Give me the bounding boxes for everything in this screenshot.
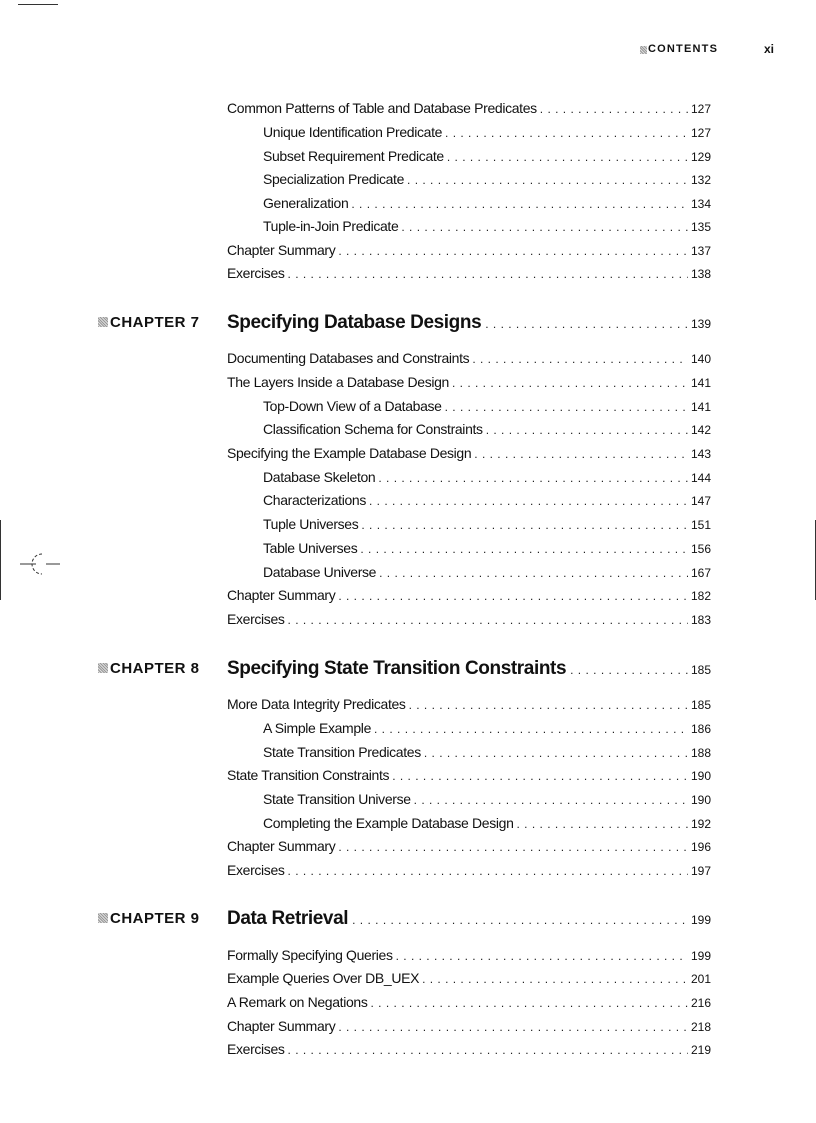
toc-entry-title: The Layers Inside a Database Design xyxy=(227,374,449,390)
toc-entry[interactable] xyxy=(227,945,711,965)
dot-leader xyxy=(452,373,688,393)
running-header-section: CONTENTS xyxy=(648,43,719,55)
toc-entry[interactable] xyxy=(263,467,711,487)
dot-leader xyxy=(361,515,688,535)
toc-entry[interactable] xyxy=(227,968,711,988)
chapter-page: 185 xyxy=(690,663,711,677)
toc-entry-page: 190 xyxy=(690,769,711,783)
dot-leader xyxy=(422,969,688,989)
dot-leader xyxy=(288,1040,688,1060)
toc-entry[interactable] xyxy=(263,742,711,762)
toc-entry-page: 143 xyxy=(690,447,711,461)
toc-entry[interactable] xyxy=(263,193,711,213)
dot-leader xyxy=(392,766,688,786)
toc-entry-title: Database Skeleton xyxy=(263,469,376,485)
chapter-ornament-icon xyxy=(98,663,108,673)
toc-entry-title: A Simple Example xyxy=(263,720,372,736)
toc-entry-page: 183 xyxy=(690,613,711,627)
dot-leader xyxy=(407,170,688,190)
toc-entry-title: Exercises xyxy=(227,1041,285,1057)
toc-entry-page: 167 xyxy=(690,566,711,580)
dot-leader xyxy=(288,610,688,630)
chapter-heading[interactable] xyxy=(227,656,711,682)
toc-entry[interactable] xyxy=(263,490,711,510)
toc-entry-title: Exercises xyxy=(227,862,285,878)
toc-entry-page: 188 xyxy=(690,746,711,760)
dot-leader xyxy=(351,194,688,214)
dot-leader xyxy=(414,790,688,810)
toc-entry[interactable] xyxy=(227,348,711,368)
toc-entry-title: A Remark on Negations xyxy=(227,994,368,1010)
toc-entry-page: 182 xyxy=(690,589,711,603)
toc-entry-page: 134 xyxy=(690,197,711,211)
toc-entry-page: 142 xyxy=(690,423,711,437)
toc-entry[interactable] xyxy=(263,122,711,142)
toc-entry-title: Exercises xyxy=(227,265,285,281)
toc-entry-title: State Transition Predicates xyxy=(263,744,421,760)
toc-entry-title: State Transition Constraints xyxy=(227,767,390,783)
running-header xyxy=(640,43,774,59)
toc-entry-title: Characterizations xyxy=(263,492,366,508)
chapter-page: 199 xyxy=(690,913,711,927)
toc-entry-title: Generalization xyxy=(263,195,349,211)
toc-entry-title: Chapter Summary xyxy=(227,587,336,603)
dot-leader xyxy=(288,861,688,881)
toc-entry-page: 190 xyxy=(690,793,711,807)
toc-entry-title: Tuple Universes xyxy=(263,516,359,532)
toc-entry-title: Documenting Databases and Constraints xyxy=(227,350,470,366)
dot-leader xyxy=(485,311,688,337)
toc-entry[interactable] xyxy=(227,694,711,714)
toc-entry-title: Chapter Summary xyxy=(227,1018,336,1034)
toc-entry-title: Unique Identification Predicate xyxy=(263,124,443,140)
dot-leader xyxy=(474,444,688,464)
toc-entry[interactable] xyxy=(227,98,711,118)
toc-entry[interactable] xyxy=(227,1016,711,1036)
toc-entry-title: Specialization Predicate xyxy=(263,171,405,187)
toc-entry-title: Top-Down View of a Database xyxy=(263,398,442,414)
toc-entry-title: Example Queries Over DB_UEX xyxy=(227,970,420,986)
toc-entry[interactable] xyxy=(227,860,711,880)
toc-entry-title: Table Universes xyxy=(263,540,358,556)
dot-leader xyxy=(338,1017,688,1037)
toc-entry[interactable] xyxy=(227,992,711,1012)
toc-entry-page: 197 xyxy=(690,864,711,878)
toc-entry-page: 201 xyxy=(690,972,711,986)
toc-entry[interactable] xyxy=(227,443,711,463)
dot-leader xyxy=(338,586,688,606)
crop-mark-top xyxy=(18,4,58,5)
toc-entry-page: 156 xyxy=(690,542,711,556)
toc-entry-page: 140 xyxy=(690,352,711,366)
toc-entry-page: 216 xyxy=(690,996,711,1010)
toc-entry-title: Chapter Summary xyxy=(227,242,336,258)
toc-entry[interactable] xyxy=(263,562,711,582)
toc-entry[interactable] xyxy=(227,836,711,856)
chapter-page: 139 xyxy=(690,317,711,331)
toc-entry[interactable] xyxy=(263,789,711,809)
dot-leader xyxy=(486,420,688,440)
toc-entry[interactable] xyxy=(227,372,711,392)
dot-leader xyxy=(540,99,688,119)
dot-leader xyxy=(472,349,688,369)
chapter-label: CHAPTER 8 xyxy=(98,658,200,680)
chapter-ornament-icon xyxy=(98,317,108,327)
toc-entry-title: Chapter Summary xyxy=(227,838,336,854)
toc-entry-page: 196 xyxy=(690,840,711,854)
toc-entry[interactable] xyxy=(263,538,711,558)
dot-leader xyxy=(378,468,688,488)
toc-entry[interactable] xyxy=(263,514,711,534)
toc-entry-title: Tuple-in-Join Predicate xyxy=(263,218,399,234)
dot-leader xyxy=(570,657,688,683)
toc-entry-page: 218 xyxy=(690,1020,711,1034)
header-ornament-icon xyxy=(640,46,647,54)
toc-entry-title: State Transition Universe xyxy=(263,791,411,807)
toc-entry[interactable] xyxy=(227,240,711,260)
toc-entry[interactable] xyxy=(263,718,711,738)
toc-entry-page: 135 xyxy=(690,220,711,234)
toc-entry-title: Specifying the Example Database Design xyxy=(227,445,472,461)
toc-entry[interactable] xyxy=(227,609,711,629)
toc-entry-title: Subset Requirement Predicate xyxy=(263,148,444,164)
chapter-title: Data Retrieval xyxy=(227,908,349,929)
dot-leader xyxy=(409,695,688,715)
toc-entry-page: 219 xyxy=(690,1043,711,1057)
toc-entry[interactable] xyxy=(263,419,711,439)
dot-leader xyxy=(369,491,688,511)
toc-entry[interactable] xyxy=(263,146,711,166)
toc-entry-page: 151 xyxy=(690,518,711,532)
dot-leader xyxy=(338,241,688,261)
toc-entry[interactable] xyxy=(227,263,711,283)
chapter-ornament-icon xyxy=(98,913,108,923)
chapter-label: CHAPTER 7 xyxy=(98,312,200,334)
crop-mark-left xyxy=(0,520,1,600)
dot-leader xyxy=(379,563,688,583)
toc-entry[interactable] xyxy=(227,1039,711,1059)
toc-entry-page: 141 xyxy=(690,376,711,390)
toc-entry[interactable] xyxy=(263,813,711,833)
chapter-title: Specifying Database Designs xyxy=(227,312,482,333)
toc-entry-title: Database Universe xyxy=(263,564,377,580)
toc-entry-page: 147 xyxy=(690,494,711,508)
toc-entry-page: 127 xyxy=(690,102,711,116)
toc-entry[interactable] xyxy=(263,216,711,236)
running-header-page-number: xi xyxy=(763,42,774,56)
dot-leader xyxy=(288,264,688,284)
toc-entry[interactable] xyxy=(263,396,711,416)
toc-entry-page: 132 xyxy=(690,173,711,187)
dot-leader xyxy=(517,814,688,834)
registration-mark-icon xyxy=(20,550,60,578)
toc-entry-page: 144 xyxy=(690,471,711,485)
chapter-heading[interactable] xyxy=(227,906,711,932)
dot-leader xyxy=(445,397,688,417)
toc-entry-title: Exercises xyxy=(227,611,285,627)
dot-leader xyxy=(360,539,688,559)
toc-entry-page: 141 xyxy=(690,400,711,414)
toc-entry-page: 137 xyxy=(690,244,711,258)
toc-entry-title: Formally Specifying Queries xyxy=(227,947,393,963)
toc-entry-page: 129 xyxy=(690,150,711,164)
toc-entry-page: 199 xyxy=(690,949,711,963)
chapter-title: Specifying State Transition Constraints xyxy=(227,658,567,679)
toc-entry-page: 192 xyxy=(690,817,711,831)
toc-entry-title: Completing the Example Database Design xyxy=(263,815,514,831)
toc-entry[interactable] xyxy=(227,765,711,785)
toc-entry-page: 127 xyxy=(690,126,711,140)
toc-entry-page: 138 xyxy=(690,267,711,281)
dot-leader xyxy=(371,993,688,1013)
toc-entry-title: Common Patterns of Table and Database Predicates xyxy=(227,100,537,116)
dot-leader xyxy=(424,743,688,763)
chapter-heading[interactable] xyxy=(227,310,711,336)
dot-leader xyxy=(338,837,688,857)
toc-entry-page: 186 xyxy=(690,722,711,736)
toc-entry-title: More Data Integrity Predicates xyxy=(227,696,406,712)
toc-entry[interactable] xyxy=(227,585,711,605)
toc-entry-page: 185 xyxy=(690,698,711,712)
chapter-label: CHAPTER 9 xyxy=(98,908,200,930)
dot-leader xyxy=(447,147,688,167)
dot-leader xyxy=(445,123,688,143)
toc-entry[interactable] xyxy=(263,169,711,189)
dot-leader xyxy=(352,907,688,933)
dot-leader xyxy=(401,217,688,237)
dot-leader xyxy=(374,719,688,739)
toc-entry-title: Classification Schema for Constraints xyxy=(263,421,483,437)
dot-leader xyxy=(396,946,688,966)
